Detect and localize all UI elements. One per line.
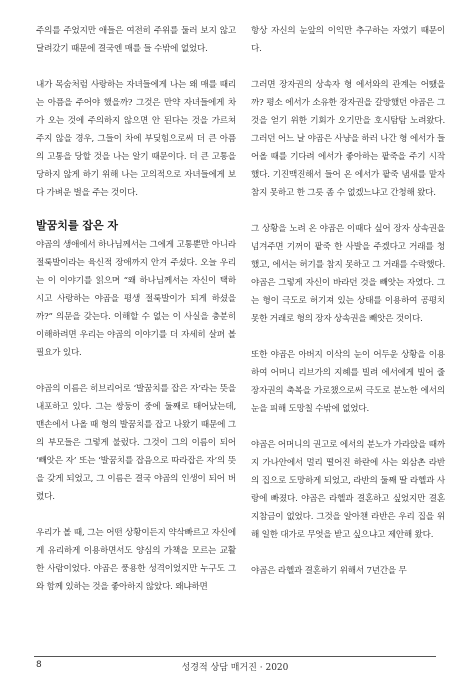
paragraph: 내가 목숨처럼 사랑하는 자녀들에게 나는 왜 매를 때리는 아픔을 주어야 했을까? 그것은 만약 자녀들에게 차가 오는 것에 주의하지 않으면 안 된다는 것을 가르쳐 주지 않을 경우, 그들이 차에 부딪힘으로써 더 큰 아픔의 고통을 당할 것을 나는 알기 때문이다. 더 큰 고통을 당하지 않게 하기 위해 나는 고의적으로 자녀들에게 보다 가벼운 벌을 주는 것이다.	[36, 80, 236, 198]
paragraph: 야곱의 이름은 히브리어로 ‘발꿈치를 잡은 자’라는 뜻을 내포하고 있다. 그는 쌍둥이 중에 둘째로 태어났는데, 맨손에서 나올 때 형의 발꿈치를 잡고 나왔기 때문에 그의 부모들은 그렇게 불렀다. 그것이 그의 이름이 되어 ‘빼앗은 자’ 또는 ‘발꿈치를 잡음으로 따라잡은 자’의 뜻을 갖게 되었고, 그 이름은 결국 야곱의 인생이 되어 버렸다.	[36, 384, 236, 502]
left-column	[36, 22, 236, 596]
paragraph: 야곱의 생애에서 하나님께서는 그에게 고통뿐만 아니라 절룩발이라는 육신적 장애까지 안겨 주셨다. 오늘 우리는 이 이야기를 읽으며 “왜 하나님께서는 자신이 택하시고 사랑하는 야곱을 평생 절룩발이가 되게 하셨을까?” 의문을 갖는다. 이해할 수 없는 이 사실을 충분히 이해하려면 우리는 야곱의 이야기를 더 자세히 살펴 볼 필요가 있다.	[36, 240, 236, 358]
paragraph: 그러면 장자권의 상속자 형 에서와의 관계는 어땠을까? 평소 에서가 소유한 장자권을 갈망했던 야곱은 그것을 얻기 위한 기회가 오기만을 호시탐탐 노려왔다. 그러던 어느 날 야곱은 사냥을 하러 나간 형 에서가 들어올 때를 기다려 에서가 좋아하는 팥죽을 주기 시작했다. 기진맥진해서 들어 온 에서가 팥죽 냄새를 맡자 참지 못하고 한 그릇 좀 수 없겠느냐고 간청해 왔다.	[251, 80, 445, 198]
paragraph: 그 상황을 노려 온 야곱은 이때다 싶어 장자 상속권을 넘겨주면 기꺼이 팥죽 한 사발을 주겠다고 거래를 청했고, 에서는 허기를 참지 못하고 그 거래를 수락했다. 야곱은 그렇게 자신이 바라던 것을 빼앗는 자였다. 그는 형이 극도로 허기져 있는 상태를 이용하여 공평치 못한 거래로 형의 장자 상속권을 빼앗은 것이다.	[251, 224, 445, 324]
footer-title: 성경적 상담 매거진 · 2020	[181, 663, 289, 673]
paragraph: 야곱은 라헬과 결혼하기 위해서 7년간을 무	[251, 566, 407, 576]
paragraph: 우리가 볼 때, 그는 어떤 상황이든지 약삭빠르고 자신에게 유리하게 이용하면서도 양심의 가책을 모르는 교활한 사람이었다. 야곱은 풍용한 성격이었지만 누구도 그와 함께 있하는 것을 좋아하지 않았다. 왜냐하면	[36, 528, 236, 592]
paragraph: 항상 자신의 눈앞의 이익만 추구하는 자였기 때문이다.	[251, 26, 445, 54]
right-column	[251, 22, 445, 580]
paragraph: 또한 야곱은 아버지 이삭의 눈이 어두운 상황을 이용하여 어머니 리브가의 지혜를 빌려 에서에게 빌어 줄 장자권의 축복을 가로챘으로써 극도로 분노한 에서의 눈을 피해 도망칠 수밖에 없었다.	[251, 350, 445, 414]
page-footer	[34, 656, 436, 681]
paragraph: 주의를 주었지만 애들은 여전히 주위를 둘러 보지 않고 달려갔기 때문에 결국엔 매를 들 수밖에 없었다.	[36, 26, 236, 54]
section-heading: 발꿈치를 잡은 자	[36, 219, 119, 232]
page-number: 8	[36, 660, 42, 670]
paragraph: 야곱은 어머니의 권고로 에서의 분노가 가라앉을 때까지 가나안에서 멀리 떨어진 하란에 사는 외삼촌 라반의 집으로 도망하게 되었고, 라반의 둘째 딸 라헬과 사랑에 빠졌다. 야곱은 라헬과 결혼하고 싶었지만 결혼 지참금이 없었다. 그것을 알아챈 라반은 우리 집을 위해 일한 대가로 무엇을 받고 싶으냐고 제안해 왔다.	[251, 440, 445, 540]
